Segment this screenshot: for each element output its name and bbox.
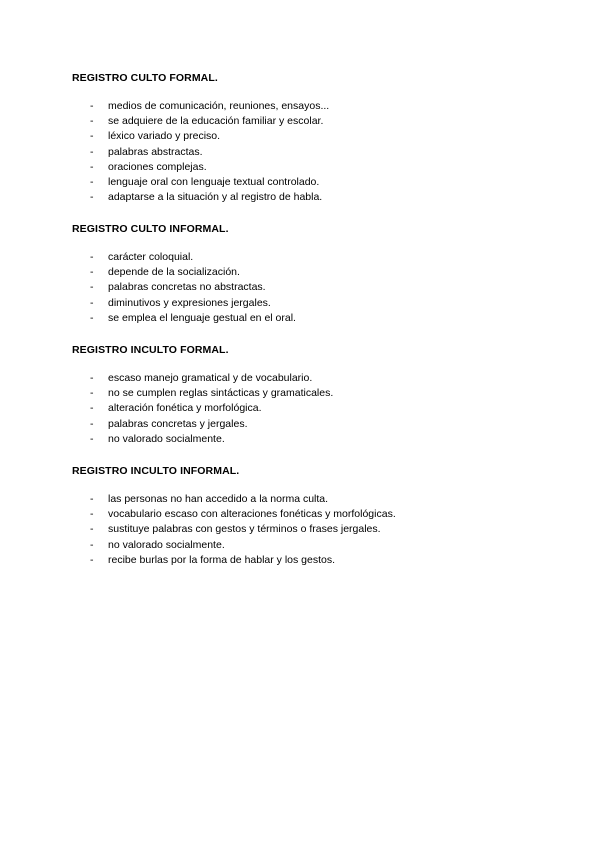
list-item xyxy=(72,280,552,295)
section-culto-formal xyxy=(72,72,552,205)
bullet-dash: - xyxy=(90,553,94,566)
bullet-dash: - xyxy=(90,387,94,400)
list-item xyxy=(72,265,552,280)
bullet-dash: - xyxy=(90,100,94,112)
list-item xyxy=(72,175,552,190)
list-item xyxy=(72,417,552,432)
list-item xyxy=(72,401,552,416)
bullet-dash: - xyxy=(90,130,94,143)
bullet-dash: - xyxy=(90,523,94,536)
bullet-dash: - xyxy=(90,251,94,263)
list-item-text: sustituye palabras con gestos y términos o frases jergales. xyxy=(108,523,381,536)
list-item xyxy=(72,386,552,401)
bullet-dash: - xyxy=(90,417,94,430)
bullet-dash: - xyxy=(90,176,94,189)
list-item xyxy=(72,553,552,568)
list-item-text: palabras abstractas. xyxy=(108,145,203,158)
list-item xyxy=(72,114,552,129)
list-item xyxy=(72,129,552,144)
bullet-dash: - xyxy=(90,296,94,309)
list-item-text: no valorado socialmente. xyxy=(108,432,225,445)
list-item-text: alteración fonética y morfológica. xyxy=(108,402,262,415)
list-item-text: palabras concretas no abstractas. xyxy=(108,281,266,294)
list-item xyxy=(72,160,552,175)
bullet-list xyxy=(72,99,552,205)
list-item xyxy=(72,99,552,114)
list-item-text: diminutivos y expresiones jergales. xyxy=(108,296,271,309)
list-item xyxy=(72,371,552,386)
list-item xyxy=(72,250,552,265)
list-item-text: depende de la socialización. xyxy=(108,266,240,279)
list-item-text: se emplea el lenguaje gestual en el oral. xyxy=(108,311,296,324)
list-item xyxy=(72,538,552,553)
list-item-text: léxico variado y preciso. xyxy=(108,130,221,143)
bullet-dash: - xyxy=(90,311,94,324)
list-item-text: se adquiere de la educación familiar y escolar. xyxy=(108,115,324,128)
bullet-dash: - xyxy=(90,281,94,294)
list-item-text: recibe burlas por la forma de hablar y los gestos. xyxy=(108,553,336,566)
list-item xyxy=(72,492,552,507)
list-item-text: escaso manejo gramatical y de vocabulario. xyxy=(108,372,313,384)
section-heading: REGISTRO CULTO FORMAL. xyxy=(72,72,218,84)
bullet-dash: - xyxy=(90,432,94,445)
list-item-text: adaptarse a la situación y al registro de habla. xyxy=(108,191,323,204)
section-heading: REGISTRO CULTO INFORMAL. xyxy=(72,223,229,235)
list-item-text: medios de comunicación, reuniones, ensayos... xyxy=(108,100,330,112)
bullet-dash: - xyxy=(90,402,94,415)
list-item xyxy=(72,190,552,205)
section-culto-informal xyxy=(72,223,552,326)
list-item-text: oraciones complejas. xyxy=(108,160,207,173)
bullet-dash: - xyxy=(90,160,94,173)
bullet-list xyxy=(72,250,552,326)
list-item xyxy=(72,145,552,160)
list-item-text: vocabulario escaso con alteraciones fonéticas y morfológicas. xyxy=(108,508,396,521)
bullet-list xyxy=(72,371,552,447)
list-item xyxy=(72,311,552,326)
list-item-text: lenguaje oral con lenguaje textual controlado. xyxy=(108,176,320,189)
list-item-text: carácter coloquial. xyxy=(108,251,194,263)
section-heading: REGISTRO INCULTO FORMAL. xyxy=(72,344,229,356)
bullet-dash: - xyxy=(90,372,94,384)
list-item-text: palabras concretas y jergales. xyxy=(108,417,248,430)
list-item xyxy=(72,296,552,311)
bullet-list xyxy=(72,492,552,568)
list-item-text: no valorado socialmente. xyxy=(108,538,225,551)
list-item xyxy=(72,522,552,537)
section-heading: REGISTRO INCULTO INFORMAL. xyxy=(72,465,240,477)
bullet-dash: - xyxy=(90,191,94,204)
bullet-dash: - xyxy=(90,493,94,505)
bullet-dash: - xyxy=(90,508,94,521)
bullet-dash: - xyxy=(90,266,94,279)
bullet-dash: - xyxy=(90,538,94,551)
bullet-dash: - xyxy=(90,145,94,158)
bullet-dash: - xyxy=(90,115,94,128)
list-item-text: no se cumplen reglas sintácticas y gramaticales. xyxy=(108,387,334,400)
section-inculto-formal xyxy=(72,344,552,447)
list-item-text: las personas no han accedido a la norma culta. xyxy=(108,493,329,505)
list-item xyxy=(72,507,552,522)
list-item xyxy=(72,432,552,447)
section-inculto-informal xyxy=(72,465,552,568)
